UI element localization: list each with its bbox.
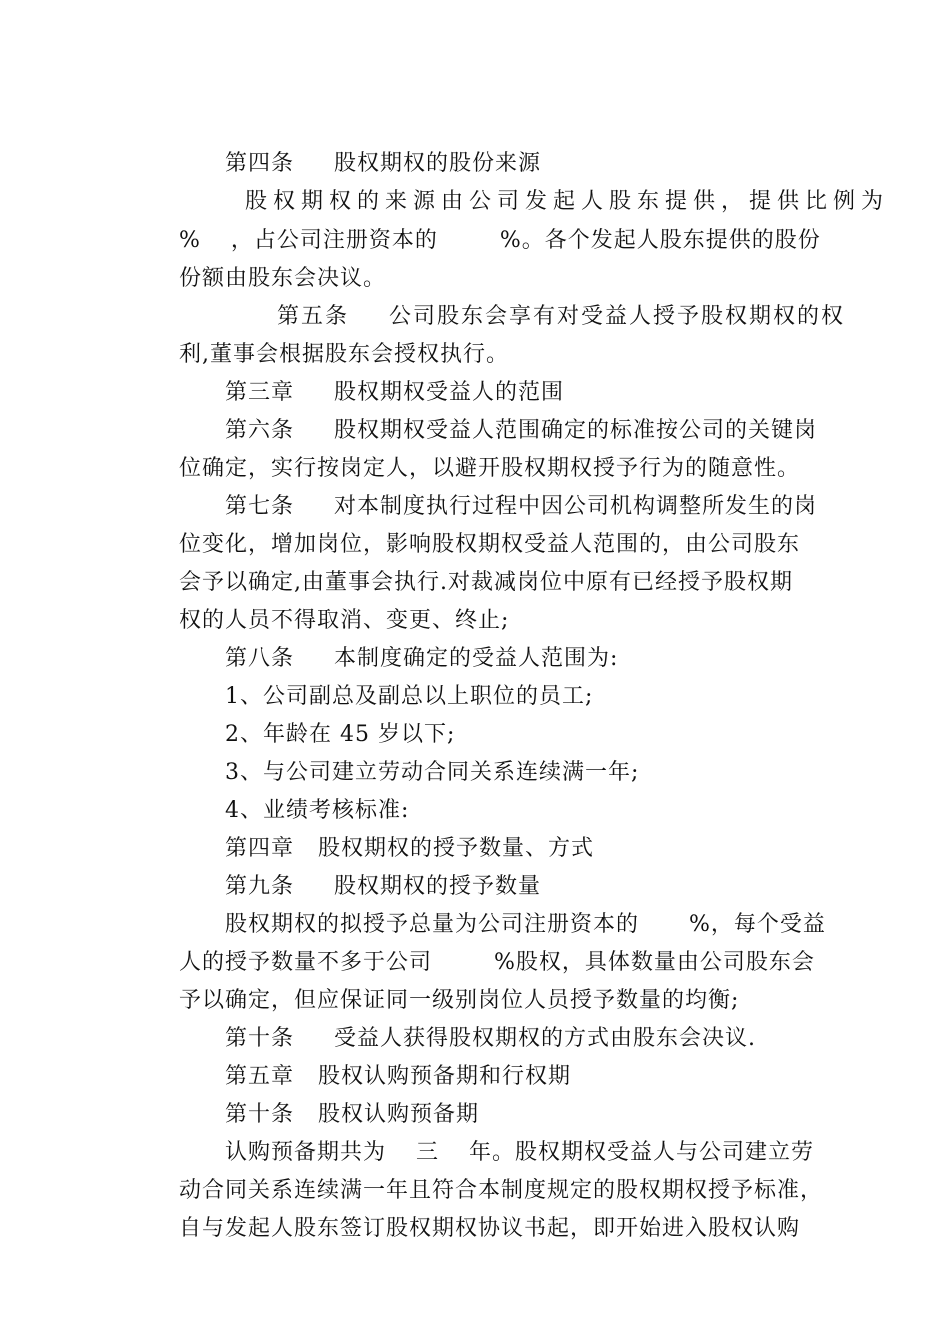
chapter-title: 股权期权的授予数量、方式	[318, 836, 595, 861]
blank-percent: %	[178, 228, 201, 253]
article-number: 第八条	[224, 646, 294, 671]
text-span: 份额由股东会决议。	[178, 266, 386, 291]
article-number: 第七条	[224, 494, 294, 519]
article-number: 第五条	[276, 304, 349, 329]
text-span: 1、公司副总及副总以上职位的员工;	[224, 684, 594, 709]
text-span: 股权期权的拟授予总量为公司注册资本的	[224, 912, 639, 937]
article-title: 股权期权的股份来源	[334, 151, 542, 176]
text-span: 位确定，实行按岗定人，以避开股权期权授予行为的随意性。	[178, 456, 800, 481]
chapter-title: 股权期权受益人的范围	[334, 380, 565, 405]
text-span: 动合同关系连续满一年且符合本制度规定的股权期权授予标准，	[178, 1178, 823, 1203]
text-span: 股权期权受益人范围确定的标准按公司的关键岗	[334, 418, 818, 443]
chapter-title: 股权认购预备期和行权期	[318, 1064, 572, 1089]
text-span: 予以确定，但应保证同一级别岗位人员授予数量的均衡;	[178, 988, 740, 1013]
article-number: 第九条	[224, 874, 294, 899]
text-span: 4、业绩考核标准:	[224, 798, 410, 823]
text-span: 三	[416, 1140, 440, 1165]
text-span: 位变化，增加岗位，影响股权期权受益人范围的，由公司股东	[178, 532, 800, 557]
text-span: 本制度确定的受益人范围为:	[334, 646, 619, 671]
text-span: 利,董事会根据股东会授权执行。	[178, 342, 509, 367]
article-number: 第十条	[224, 1102, 294, 1127]
text-span: 2、年龄在 45 岁以下;	[224, 722, 456, 747]
text-span: 权的人员不得取消、变更、终止;	[178, 608, 510, 633]
body-text-line	[147, 1184, 800, 1274]
text-span: %股权，具体数量由公司股东会	[494, 950, 815, 975]
text-span: 自与发起人股东签订股权期权协议书起，即开始进入股权认购	[178, 1216, 800, 1241]
chapter-number: 第三章	[224, 380, 294, 405]
text-span: ，占公司注册资本的	[230, 228, 438, 253]
article-title: 股权认购预备期	[318, 1102, 480, 1127]
chapter-number: 第四章	[224, 836, 294, 861]
article-number: 第六条	[224, 418, 294, 443]
text-span: 公司股东会享有对受益人授予股权期权的权	[389, 304, 846, 329]
text-span: 人的授予数量不多于公司	[178, 950, 432, 975]
text-span: 受益人获得股权期权的方式由股东会决议.	[334, 1026, 756, 1051]
article-number: 第四条	[224, 151, 294, 176]
text-span: 年。股权期权受益人与公司建立劳	[469, 1140, 815, 1165]
chapter-number: 第五章	[224, 1064, 294, 1089]
text-span: 3、与公司建立劳动合同关系连续满一年;	[224, 760, 640, 785]
text-span: 会予以确定,由董事会执行.对裁减岗位中原有已经授予股权期	[178, 570, 793, 595]
text-span: 股权期权的来源由公司发起人股东提供，提供比例为	[244, 189, 889, 214]
article-title: 股权期权的授予数量	[334, 874, 542, 899]
text-span: 认购预备期共为	[224, 1140, 386, 1165]
text-span: 对本制度执行过程中因公司机构调整所发生的岗	[334, 494, 818, 519]
article-number: 第十条	[224, 1026, 294, 1051]
text-span: %。各个发起人股东提供的股份	[499, 228, 821, 253]
text-span: %，每个受益	[689, 912, 826, 937]
